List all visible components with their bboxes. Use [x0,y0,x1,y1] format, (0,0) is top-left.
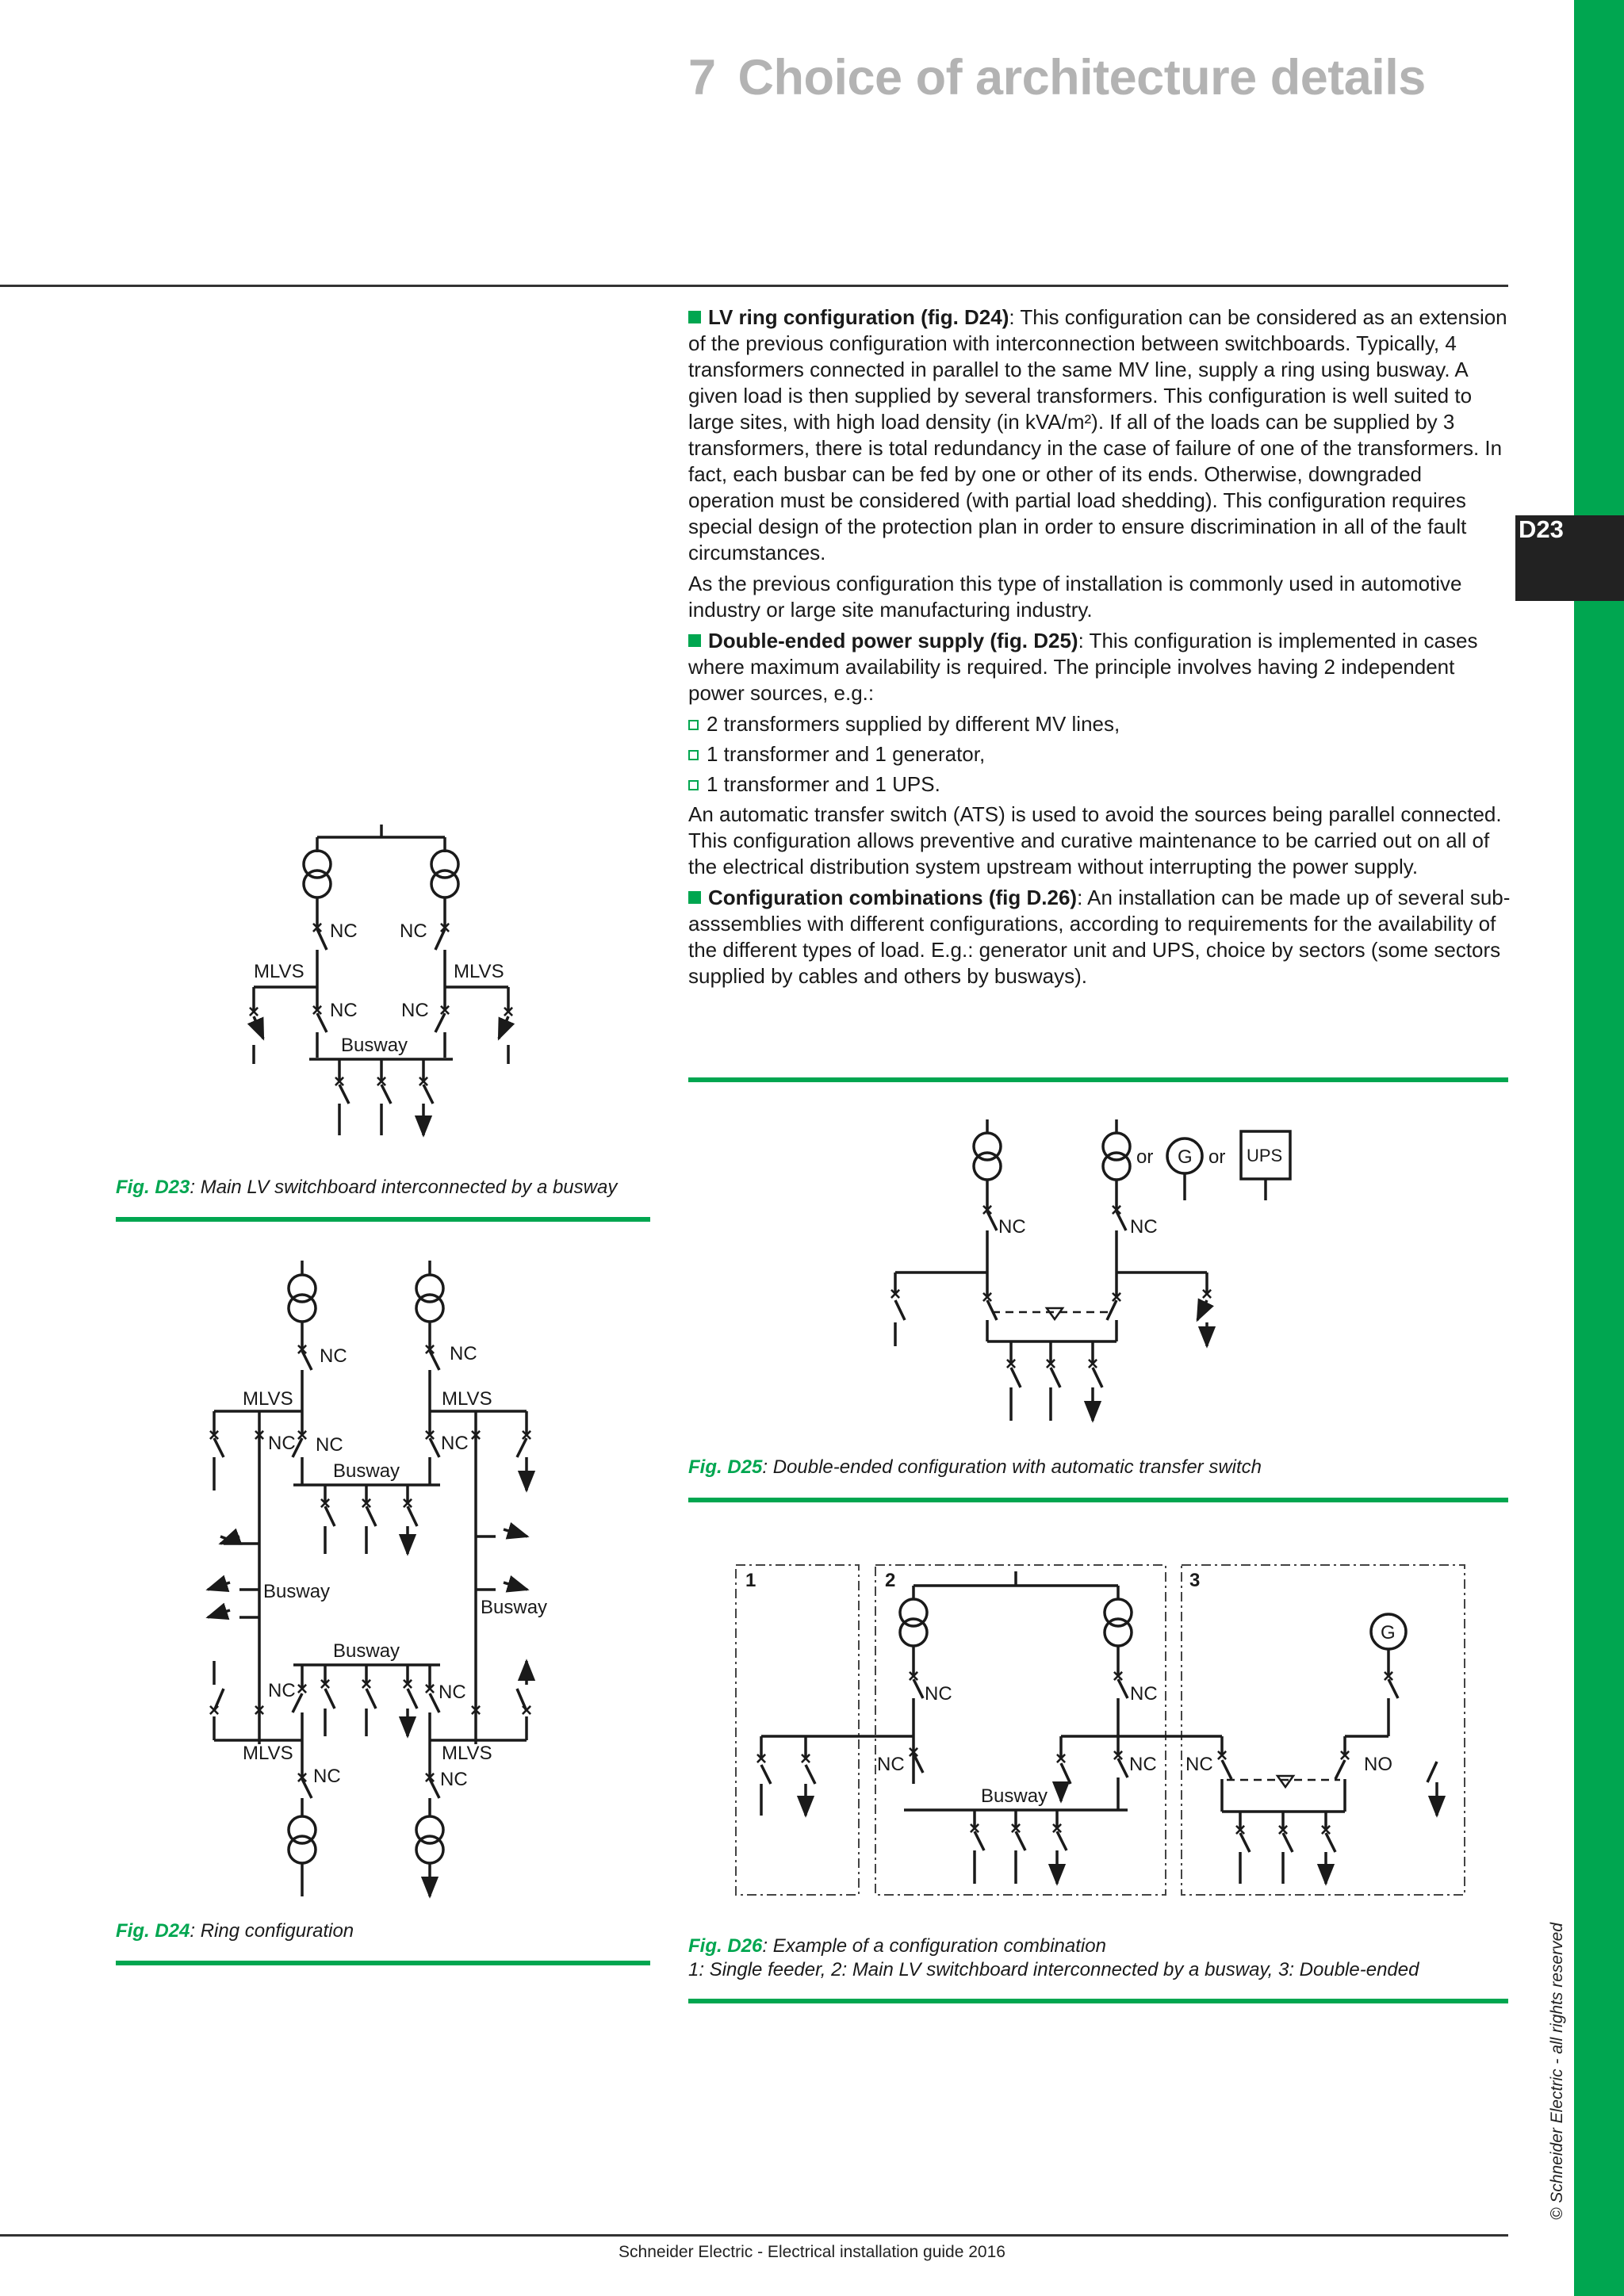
nc-label: NC [441,1433,469,1454]
nc-label: NC [313,1766,341,1787]
svg-text:×: × [418,1071,430,1093]
nc-label: NC [1129,1754,1157,1775]
busway-label: Busway [263,1581,331,1602]
or-label: or [1208,1146,1226,1168]
svg-text:×: × [297,1767,308,1789]
mlvs-label: MLVS [442,1388,492,1410]
mlvs-label: MLVS [454,961,504,982]
nc-label: NC [1185,1754,1213,1775]
svg-text:×: × [1010,1818,1022,1839]
svg-text:×: × [424,1767,436,1789]
lead-ring: LV ring configuration (fig. D24) [708,305,1009,329]
svg-text:×: × [209,1700,220,1721]
no-label: NO [1364,1754,1392,1775]
svg-text:×: × [1055,1748,1067,1770]
svg-text:×: × [361,1493,373,1514]
svg-text:×: × [334,1071,346,1093]
svg-text:×: × [982,1287,994,1308]
svg-text:×: × [297,1339,308,1360]
svg-text:×: × [470,1425,482,1446]
svg-text:×: × [1051,1818,1063,1839]
svg-text:×: × [254,1700,266,1721]
nc-label: NC [998,1216,1026,1238]
svg-text:×: × [312,917,324,939]
nc-label: NC [400,920,427,942]
caption-text: : Example of a configuration combination [762,1935,1106,1957]
fig-label: Fig. D26 [688,1935,763,1957]
nc-label: NC [925,1683,952,1705]
nc-label: NC [439,1682,466,1703]
copyright-notice: © Schneider Electric - all rights reserved [1548,1923,1566,2220]
sub-item-text: 2 transformers supplied by different MV lines, [707,712,1120,736]
svg-text:×: × [424,1678,436,1700]
svg-text:×: × [424,1339,436,1360]
svg-text:×: × [470,1700,482,1721]
svg-text:×: × [312,1000,324,1021]
text-combinations: : An installation can be made up of several sub-asssemblies with different configurations, according to requirements for the availability of the different types of load. E.g.: generator unit and UPS, choice by sectors (some sectors supplied by cables and others by busways). [688,886,1511,988]
svg-text:×: × [1216,1745,1228,1766]
nc-label: NC [268,1433,296,1454]
nc-label: NC [450,1343,477,1364]
nc-label: NC [440,1769,468,1790]
svg-text:×: × [209,1425,220,1446]
caption-text: : Ring configuration [190,1920,354,1942]
svg-text:×: × [521,1700,533,1721]
mlvs-label: MLVS [442,1743,492,1764]
or-label: or [1136,1146,1154,1168]
mlvs-label: MLVS [243,1743,293,1764]
caption-legend: 1: Single feeder, 2: Main LV switchboard interconnected by a busway, 3: Double-ended [688,1959,1419,1980]
page-number: D23 [1519,515,1564,543]
generator-label: G [1178,1146,1193,1168]
svg-text:×: × [1235,1820,1247,1841]
svg-text:×: × [1277,1820,1289,1841]
fig-d26-caption [688,1934,1419,1982]
sub-item-text: 1 transformer and 1 UPS. [707,772,940,796]
svg-text:×: × [890,1284,902,1305]
paragraph-usage: As the previous configuration this type of installation is commonly used in automotive industry or large site manufacturing industry. [688,572,1462,622]
fig-label: Fig. D24 [116,1920,190,1942]
svg-text:×: × [800,1748,812,1770]
lead-combinations: Configuration combinations (fig D.26) [708,886,1078,909]
text-ring: : This configuration can be considered as an extension of the previous configuration with interconnection between switchboards. Typically, 4 transformers connected in parallel to the same MV line, supply a ring using busway. A given load is then supplied by several transformers. This configuration is well suited to large sites, with high load density (in kVA/m²). If all of the loads can be supplied by 3 transformers, there is total redundancy in the case of failure of one of the transformers. In fact, each busbar can be fed by one or other of its ends. Otherwise, downgraded operation must be considered (with partial load shedding). This configuration requires special design of the protection plan in order to ensure discrimination in all of the fault circumstances. [688,305,1507,564]
zone-1-label: 1 [745,1570,756,1591]
svg-text:×: × [1320,1820,1332,1841]
nc-label: NC [268,1680,296,1701]
zone-2-label: 2 [885,1570,896,1591]
svg-text:×: × [320,1493,331,1514]
svg-text:×: × [969,1818,981,1839]
svg-text:×: × [402,1493,414,1514]
nc-label: NC [330,920,358,942]
chapter-title: Choice of architecture details [737,50,1426,105]
fig-label: Fig. D25 [688,1456,763,1478]
nc-label: NC [401,1000,429,1021]
svg-text:×: × [1111,1200,1123,1221]
svg-text:×: × [1383,1666,1395,1687]
caption-text: : Double-ended configuration with automatic transfer switch [762,1456,1262,1478]
svg-text:×: × [297,1425,308,1446]
nc-label: NC [330,1000,358,1021]
ups-label: UPS [1247,1146,1283,1165]
nc-label: NC [1130,1683,1158,1705]
chapter-number: 7 [688,50,716,105]
text-double-ended: : This configuration is implemented in cases where maximum availability is required. The principle involves having 2 independent power sources, e.g.: [688,629,1478,705]
svg-text:×: × [908,1666,920,1687]
busway-label: Busway [341,1035,408,1056]
nc-label: NC [320,1345,347,1367]
mlvs-label: MLVS [254,961,304,982]
busway-label: Busway [333,1460,400,1482]
svg-text:×: × [297,1678,308,1700]
caption-text: : Main LV switchboard interconnected by a busway [190,1177,618,1198]
zone-3-label: 3 [1189,1570,1201,1591]
footer-rule [0,2234,1508,2237]
svg-text:×: × [503,1001,515,1023]
svg-text:×: × [376,1071,388,1093]
svg-text:×: × [439,1000,451,1021]
fig-label: Fig. D23 [116,1177,190,1198]
svg-text:×: × [402,1674,414,1695]
svg-text:×: × [254,1425,266,1446]
footer-text: Schneider Electric - Electrical installation guide 2016 [619,2243,1005,2261]
busway-label: Busway [981,1785,1048,1807]
nc-label: NC [316,1434,343,1456]
nc-label: NC [1130,1216,1158,1238]
paragraph-ats: An automatic transfer switch (ATS) is used to avoid the sources being parallel connected. This configuration allows preventive and curative maintenance to be carried out on all of the electrical distribution system upstream without interrupting the power supply. [688,802,1502,878]
fig-d26-rule [688,1999,1508,2003]
svg-text:×: × [1113,1666,1124,1687]
busway-label: Busway [481,1597,548,1618]
svg-text:×: × [1113,1745,1124,1766]
svg-text:×: × [439,917,451,939]
svg-text:×: × [361,1674,373,1695]
svg-text:×: × [908,1742,920,1763]
svg-text:×: × [320,1674,331,1695]
lead-double-ended: Double-ended power supply (fig. D25) [708,629,1078,652]
sub-item-text: 1 transformer and 1 generator, [707,742,986,766]
svg-text:×: × [1201,1284,1213,1305]
generator-label: G [1381,1622,1396,1644]
mlvs-label: MLVS [243,1388,293,1410]
svg-text:×: × [424,1425,436,1446]
nc-label: NC [877,1754,905,1775]
svg-text:×: × [1005,1353,1017,1375]
svg-text:×: × [982,1200,994,1221]
svg-text:×: × [756,1748,768,1770]
busway-label: Busway [333,1640,400,1662]
svg-text:×: × [248,1001,260,1023]
svg-text:×: × [1339,1745,1351,1766]
svg-text:×: × [1111,1287,1123,1308]
svg-text:×: × [521,1425,533,1446]
svg-text:×: × [1045,1353,1057,1375]
svg-text:×: × [1087,1353,1099,1375]
